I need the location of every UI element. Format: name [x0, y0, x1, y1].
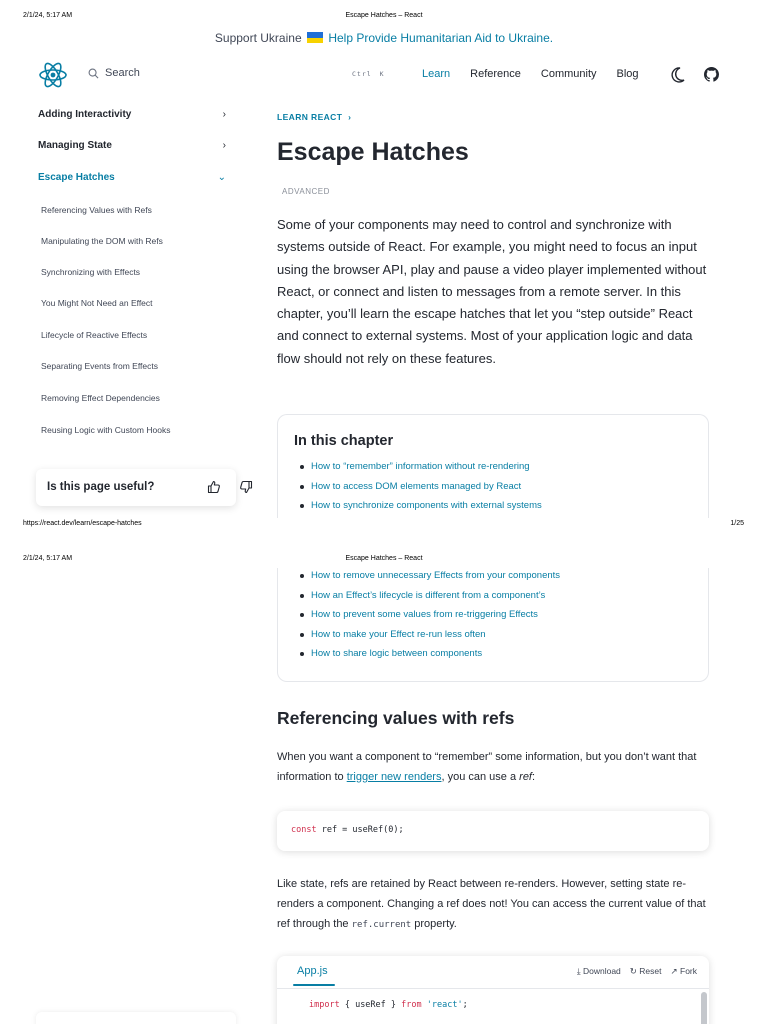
sidebar-subitem-lifecycle[interactable]: Lifecycle of Reactive Effects [41, 330, 148, 340]
sidebar-subitem-separating-events[interactable]: Separating Events from Effects [41, 361, 159, 371]
chapter-link[interactable]: How to share logic between components [300, 648, 560, 668]
nav-blog[interactable]: Blog [616, 68, 639, 80]
sidebar-subitem-removing-dependencies[interactable]: Removing Effect Dependencies [41, 393, 160, 403]
code-text: ref = useRef(0); [316, 825, 404, 835]
sidebar-item-label: Adding Interactivity [38, 109, 132, 120]
print-header [0, 555, 768, 569]
search-icon [88, 68, 99, 79]
ukraine-flag-icon [307, 32, 323, 43]
sidebar-item-adding-interactivity[interactable] [38, 109, 228, 120]
external-link-icon: ↗ [670, 966, 678, 976]
thumbs-up-icon[interactable] [207, 480, 221, 494]
top-nav [0, 60, 768, 90]
code-sandbox [277, 956, 709, 1024]
print-date: 2/1/24, 5:17 AM [23, 555, 73, 562]
sidebar-item-escape-hatches[interactable] [38, 172, 228, 183]
page-title: Escape Hatches [277, 138, 469, 166]
feedback-question: Is this page useful? [47, 481, 155, 493]
sidebar-subitem-custom-hooks[interactable]: Reusing Logic with Custom Hooks [41, 425, 171, 435]
code-text: ; [462, 1000, 468, 1010]
chevron-right-icon: › [348, 112, 352, 122]
code-line [309, 1000, 468, 1010]
download-label: Download [582, 966, 621, 976]
react-logo-icon[interactable] [38, 60, 68, 90]
chevron-right-icon: › [222, 109, 226, 120]
support-banner [0, 31, 768, 45]
sidebar-subitem-referencing-values[interactable]: Referencing Values with Refs [41, 205, 152, 215]
chevron-down-icon: ⌄ [217, 172, 226, 183]
sidebar-subitem-synchronizing-effects[interactable]: Synchronizing with Effects [41, 267, 141, 277]
sidebar-subitem-might-not-need-effect[interactable]: You Might Not Need an Effect [41, 298, 153, 308]
print-date: 2/1/24, 5:17 AM [23, 12, 73, 19]
refs-paragraph [277, 747, 717, 787]
shortcut-ctrl: Ctrl [352, 70, 372, 78]
nav-community[interactable]: Community [540, 68, 597, 80]
thumbs-down-icon[interactable] [239, 480, 253, 494]
chapter-link[interactable]: How to remove unnecessary Effects from your components [300, 570, 560, 590]
difficulty-badge: ADVANCED [282, 187, 330, 196]
chevron-right-icon: › [222, 140, 226, 151]
print-title: Escape Hatches – React [345, 12, 423, 19]
chapter-link[interactable]: How to synchronize components with external systems [300, 500, 542, 520]
chapter-link[interactable]: How to make your Effect re-run less often [300, 629, 560, 649]
chapter-link[interactable]: How to “remember” information without re-rendering [300, 461, 542, 481]
active-tab-indicator [293, 984, 335, 986]
fork-label: Fork [680, 966, 697, 976]
banner-link[interactable]: Help Provide Humanitarian Aid to Ukraine. [328, 31, 554, 45]
sidebar-item-label: Managing State [38, 140, 112, 151]
print-title: Escape Hatches – React [345, 555, 423, 562]
reset-button[interactable] [630, 966, 662, 977]
code-text: { useRef } [339, 1000, 402, 1010]
code-keyword: const [291, 825, 317, 835]
banner-prefix: Support Ukraine [214, 31, 302, 45]
search-shortcut [352, 70, 393, 78]
paragraph-text: property. [411, 918, 457, 930]
chapter-box-continued [277, 568, 709, 682]
code-line [291, 825, 404, 835]
print-url: https://react.dev/learn/escape-hatches [23, 520, 142, 527]
code-snippet [277, 811, 709, 851]
moon-icon[interactable] [670, 66, 686, 84]
print-page-number: 1/25 [730, 520, 744, 527]
code-string: 'react' [421, 1000, 463, 1010]
reset-icon: ↻ [629, 966, 637, 976]
paragraph-text: : [532, 771, 536, 783]
section-heading: Referencing values with refs [277, 708, 515, 728]
nav-learn[interactable]: Learn [422, 68, 451, 80]
download-icon: ⤓ [576, 966, 581, 976]
feedback-widget [36, 469, 236, 506]
paragraph-text: When you want a component to “remember” some information, but you don’t want that information to [277, 751, 697, 783]
chapter-list [300, 570, 560, 668]
sidebar-item-managing-state[interactable] [38, 140, 228, 151]
refs-explanation-paragraph [277, 874, 717, 935]
nav-links [422, 68, 639, 80]
shortcut-k: K [379, 70, 385, 78]
code-keyword: from [401, 1000, 422, 1010]
scrollbar[interactable] [701, 992, 707, 1024]
github-icon[interactable] [704, 67, 719, 82]
search-button[interactable] [88, 67, 140, 79]
trigger-renders-link[interactable]: trigger new renders [346, 771, 442, 783]
feedback-widget-page2 [36, 1012, 236, 1024]
code-keyword: import [309, 1000, 340, 1010]
reset-label: Reset [639, 966, 662, 976]
sidebar-item-label: Escape Hatches [38, 172, 115, 183]
ref-term: ref [519, 771, 532, 783]
sandbox-actions [577, 966, 697, 977]
fork-button[interactable] [671, 966, 698, 977]
breadcrumb[interactable] [277, 112, 351, 122]
chapter-link[interactable]: How an Effect’s lifecycle is different from a component’s [300, 590, 560, 610]
divider [277, 988, 709, 989]
chapter-box [277, 414, 709, 518]
breadcrumb-label: LEARN REACT [277, 112, 343, 122]
intro-paragraph: Some of your components may need to control and synchronize with systems outside of React. For example, you might need to focus an input using the browser API, play and pause a video player implemented without React, or connect and listen to messages from a remote server. In this chapter, you’ll learn the escape hatches that let you “step outside” React and connect to external systems. Most of your application logic and data flow should not rely on these features. [277, 217, 707, 366]
chapter-title: In this chapter [294, 433, 394, 449]
file-tab-app-js[interactable]: App.js [297, 965, 328, 977]
paragraph-text: , you can use a [441, 771, 520, 783]
chapter-list [300, 461, 542, 520]
nav-reference[interactable]: Reference [470, 68, 521, 80]
search-label: Search [105, 67, 140, 79]
chapter-link[interactable]: How to prevent some values from re-triggering Effects [300, 609, 560, 629]
inline-code: ref.current [351, 920, 412, 930]
chapter-link[interactable]: How to access DOM elements managed by React [300, 481, 542, 501]
download-button[interactable] [577, 966, 621, 977]
sidebar-subitem-manipulating-dom[interactable]: Manipulating the DOM with Refs [41, 236, 163, 246]
paragraph-text: Like state, refs are retained by React between re-renders. However, setting state re-renders a component. Changing a ref does not! You can access the current value of that ref through the [277, 878, 706, 930]
print-header [0, 12, 768, 26]
